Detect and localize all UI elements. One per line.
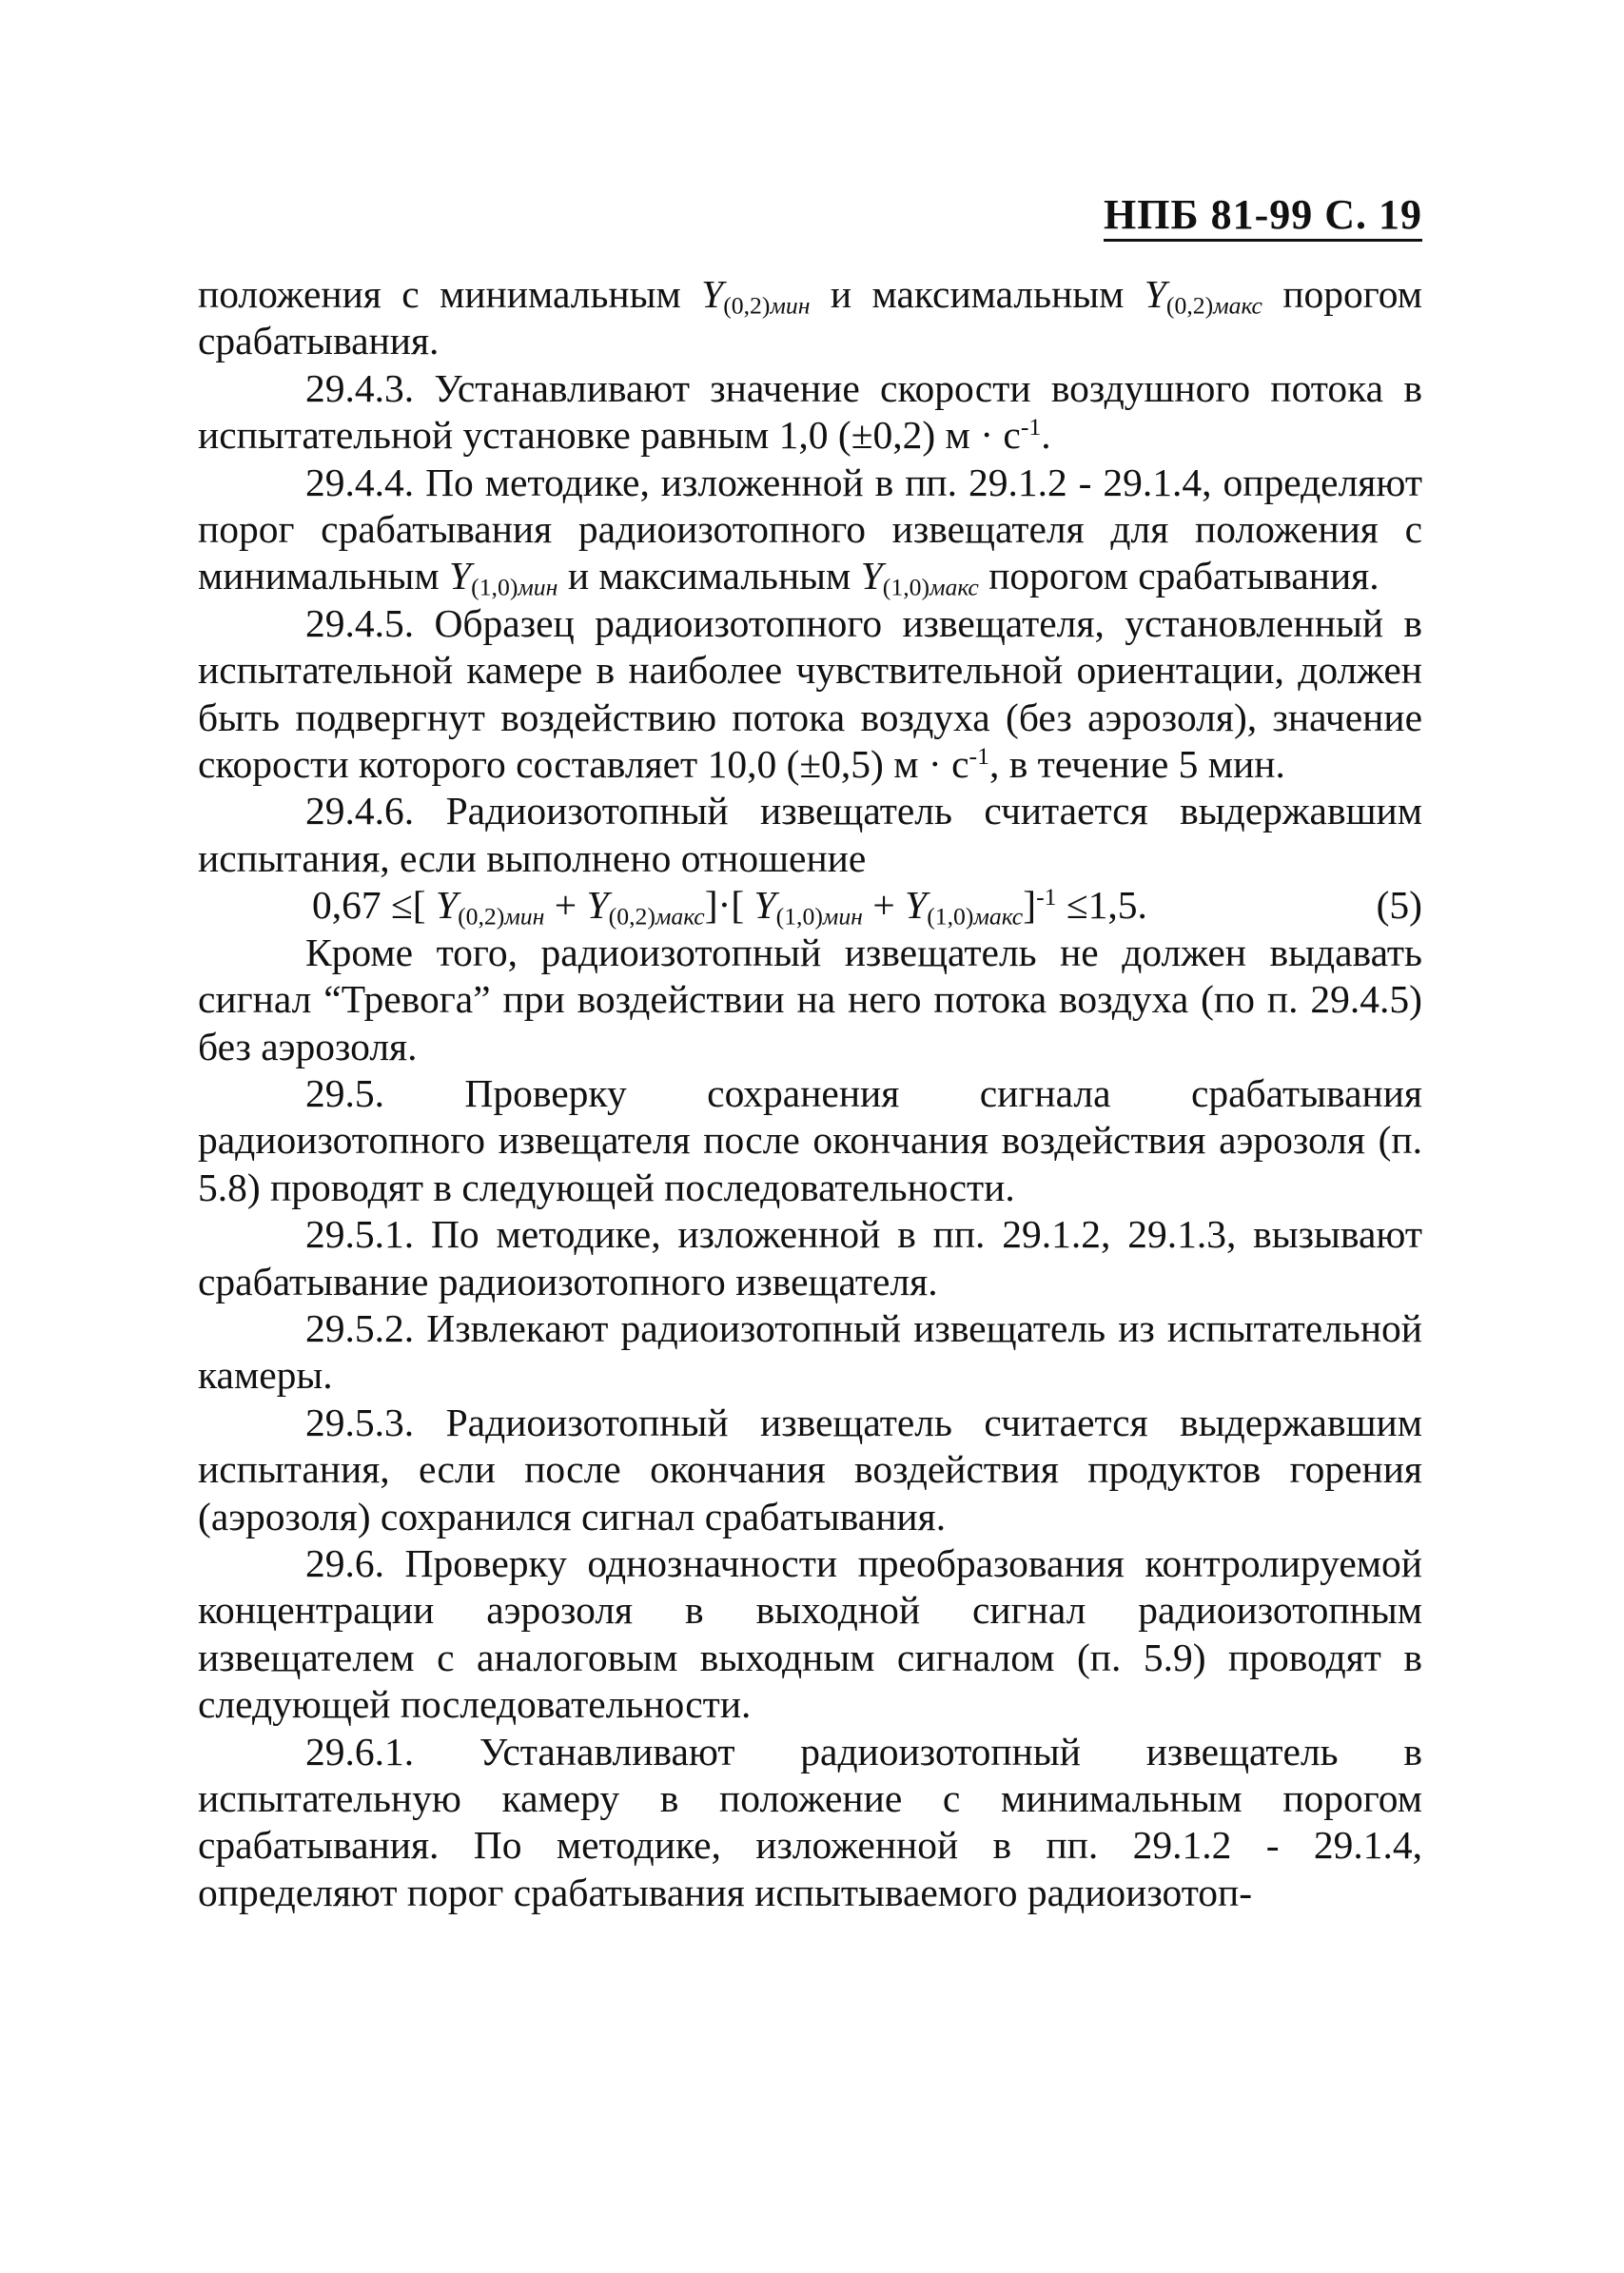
formula-number: (5) — [1376, 883, 1422, 928]
formula-5: 0,67 ≤[ $Y_{(0,2)мин} + Y_{(0,2)макс}]\cdot$[ $Y_{(1,0)мин} + Y_{(1,0)макс}]^{-1} \le 1,5$. (5) — [312, 883, 1422, 931]
paragraph-29-4-5: 29.4.5. Образец радиоизотопного извещателя, установленный в испытательной камере в наиболее чувствительной ориентации, должен быть подвергнут воздействию потока воздуха (без аэрозоля), значение скорости которого составляет 10,0 (±0,5) $м \cdot с^{-1}$, в течение 5 мин. — [198, 600, 1422, 787]
page-header — [1047, 190, 1422, 239]
paragraph-29-4-4: 29.4.4. По методике, изложенной в пп. 29.1.2 - 29.1.4, определяют порог срабатывания радиоизотопного извещателя для положения с минимальным $Y_{(1,0)мин}$ и максимальным $Y_{(1,0)макс}$ порогом срабатывания. — [198, 460, 1422, 601]
document-reference: НПБ 81-99 С. 19 — [1104, 191, 1422, 242]
paragraph-29-5-1: 29.5.1. По методике, изложенной в пп. 29.1.2, 29.1.3, вызывают срабатывание радиоизотопного извещателя. — [198, 1212, 1422, 1303]
paragraph-kroме-togo: Кроме того, радиоизотопный извещатель не должен выдавать сигнал “Тревога” при воздействии на него потока воздуха (по п. 29.4.5) без аэрозоля. — [198, 930, 1422, 1068]
paragraph-29-4-6: 29.4.6. Радиоизотопный извещатель считается выдержавшим испытания, если выполнено отношение — [198, 789, 1422, 880]
paragraph-continuation: положения с минимальным $Y_{(0,2)мин}$ и максимальным $Y_{(0,2)макс}$ порогом срабатывания. — [198, 272, 1422, 363]
paragraph-29-6-1: 29.6.1. Устанавливают радиоизотопный извещатель в испытательную камеру в положение с минимальным порогом срабатывания. По методике, изложенной в пп. 29.1.2 - 29.1.4, определяют порог срабатывания испытываемого радиоизотоп- — [198, 1729, 1422, 1914]
paragraph-29-5-2: 29.5.2. Извлекают радиоизотопный извещатель из испытательной камеры. — [198, 1305, 1422, 1398]
paragraph-29-5: 29.5. Проверку сохранения сигнала срабатывания радиоизотопного извещателя после окончания воздействия аэрозоля (п. 5.8) проводят в следующей последовательности. — [198, 1070, 1422, 1209]
paragraph-29-4-3: 29.4.3. Устанавливают значение скорости воздушного потока в испытательной установке равным 1,0 (±0,2) $м \cdot с^{-1}$. — [198, 365, 1422, 458]
paragraph-29-6: 29.6. Проверку однозначности преобразования контролируемой концентрации аэрозоля в выходной сигнал радиоизотопным извещателем с аналоговым выходным сигналом (п. 5.9) проводят в следующей последовательности. — [198, 1540, 1422, 1727]
paragraph-29-5-3: 29.5.3. Радиоизотопный извещатель считается выдержавшим испытания, если после окончания воздействия продуктов горения (аэрозоля) сохранился сигнал срабатывания. — [198, 1400, 1422, 1538]
body-text — [198, 271, 1422, 1916]
